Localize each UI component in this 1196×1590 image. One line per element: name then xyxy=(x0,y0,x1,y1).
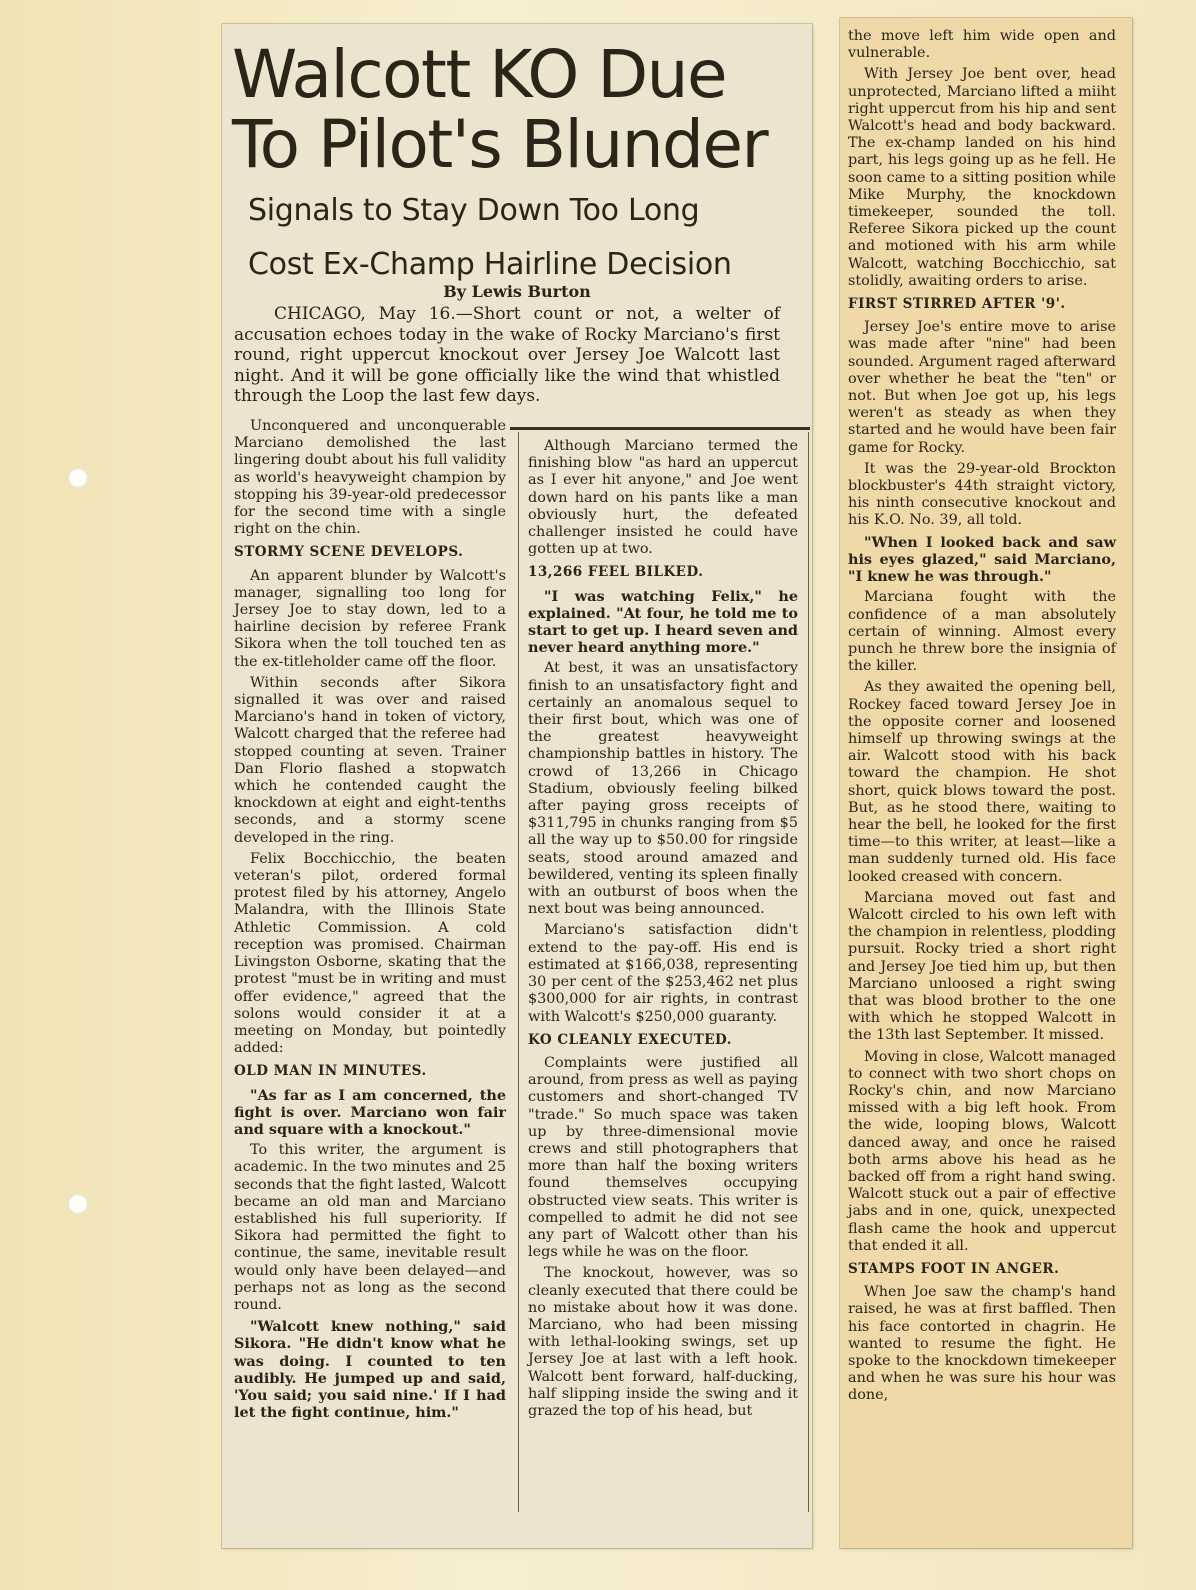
section-heading: STAMPS FOOT IN ANGER. xyxy=(848,1261,1060,1278)
paragraph: As they awaited the opening bell, Rockey faced toward Jersey Joe in the opposite corner and loosened himself up throwing swings at the air. Walcott stood with his back toward the champion. He shot short, quick blows toward the post. But, as he stood there, waiting to hear the bell, he looked for the first time—to this writer, at least—like a man suddenly turned old. His face looked creased with concern. xyxy=(848,679,1116,885)
section-heading: FIRST STIRRED AFTER '9'. xyxy=(848,296,1066,313)
column-divider-1 xyxy=(518,432,519,1512)
paragraph: Felix Bocchicchio, the beaten veteran's pilot, ordered formal protest filed by his attorney, Angelo Malandra, with the Illinois State Athletic Commission. A cold reception was promised. Chairman Livingston Osborne, skating that the protest "must be in writing and must offer evidence," agreed that the solons would consider it at a meeting on Monday, but pointedly added: xyxy=(234,850,506,1057)
paragraph: It was the 29-year-old Brockton blockbuster's 44th straight victory, his ninth consecutive knockout and his K.O. No. 39, all told. xyxy=(848,460,1116,529)
headline-line-1: Walcott KO Due xyxy=(232,36,727,113)
subheadline-line-2: Cost Ex-Champ Hairline Decision xyxy=(248,247,732,282)
section-heading: STORMY SCENE DEVELOPS. xyxy=(234,544,464,561)
lede-text: CHICAGO, May 16.—Short count or not, a welter of accusation echoes today in the wake of Rocky Marciano's first round, right uppercut knockout over Jersey Joe Walcott last night. And it will be gone officially like the wind that whistled through the Loop the last few days. xyxy=(234,304,780,406)
paragraph: When Joe saw the champ's hand raised, he was at first baffled. Then his face contorted in chagrin. He wanted to resume the fight. He spoke to the knockdown timekeeper and when he was sure his hour was done, xyxy=(848,1284,1116,1404)
paragraph: Unconquered and unconquerable Marciano demolished the last lingering doubt about his full validity as world's heavyweight champion by stopping his 39-year-old predecessor for the second time with a single right on the chin. xyxy=(234,418,506,538)
section-heading: KO CLEANLY EXECUTED. xyxy=(528,1031,732,1048)
paragraph: Complaints were justified all around, from press as well as paying customers and short-changed TV "trade." So much space was taken up by three-dimensional movie crews and still photographers that more than half the boxing writers found themselves occupying obstructed view seats. This writer is compelled to admit he did not see any part of Walcott other than his legs while he was on the floor. xyxy=(528,1054,798,1261)
paragraph: Marciano's satisfaction didn't extend to the pay-off. His end is estimated at $166,038, representing 30 per cent of the $253,462 net plus $300,000 for air rights, in contrast with Walcott's $250,000 guaranty. xyxy=(528,922,798,1025)
paragraph: An apparent blunder by Walcott's manager, signalling too long for Jersey Joe to stay down, led to a hairline decision by referee Frank Sikora when the toll touched ten as the ex-titleholder came off the floor. xyxy=(234,567,506,670)
paragraph: Jersey Joe's entire move to arise was made after "nine" had been sounded. Argument raged afterward over whether he beat the "ten" or not. But when Joe got up, his legs weren't as steady as when they started and he would have been fair game for Rocky. xyxy=(848,319,1116,456)
article-column-1 xyxy=(234,418,506,1425)
quote: "As far as I am concerned, the fight is over. Marciano won fair and square with a knockout." xyxy=(234,1086,506,1138)
paragraph: Although Marciano termed the finishing blow "as hard an uppercut as I ever hit anyone," and Joe went down hard on his pants like a man obviously hurt, the defeated challenger insisted he could have gotten up at two. xyxy=(528,438,798,558)
paragraph: At best, it was an unsatisfactory finish to an unsatisfactory fight and certainly an anomalous sequel to their first bout, which was one of the greatest heavyweight championship battles in history. The crowd of 13,266 in Chicago Stadium, obviously feeling bilked after paying gross receipts of $311,795 in chunks ranging from $5 all the way up to $50.00 for ringside seats, stood around amazed and bewildered, venting its spleen finally with an outburst of boos when the next bout was being announced. xyxy=(528,660,798,918)
paragraph: Within seconds after Sikora signalled it was over and raised Marciano's hand in token of victory, Walcott charged that the referee had stopped counting at seven. Trainer Dan Florio flashed a stopwatch which he contended caught the knockdown at eight and eight-tenths seconds, and a stormy scene developed in the ring. xyxy=(234,674,506,846)
quote: "When I looked back and saw his eyes glazed," said Marciano, "I knew he was through." xyxy=(848,533,1116,586)
section-heading: OLD MAN IN MINUTES. xyxy=(234,1063,427,1080)
paragraph: the move left him wide open and vulnerable. xyxy=(848,28,1116,62)
paragraph: With Jersey Joe bent over, head unprotected, Marciano lifted a miiht right uppercut from his hip and sent Walcott's head and body backward. The ex-champ landed on his hind part, his legs going up as he fell. He soon came to a sitting position while Mike Murphy, the knockdown timekeeper, sounded the toll. Referee Sikora picked up the count and motioned with his arm while Walcott, watching Bocchicchio, sat stolidly, awaiting orders to arise. xyxy=(848,66,1116,289)
section-heading: 13,266 FEEL BILKED. xyxy=(528,564,704,581)
column-rule xyxy=(510,427,810,430)
article-column-2 xyxy=(528,438,798,1424)
article-column-3 xyxy=(848,28,1116,1409)
paragraph: The knockout, however, was so cleanly executed that there could be no mistake about how it was done. Marciano, who had been missing with lethal-looking swings, set up Jersey Joe at last with a left hook. Walcott bent forward, half-ducking, half slipping inside the swing and it grazed the top of his head, but xyxy=(528,1265,798,1419)
paragraph: Marciana fought with the confidence of a man absolutely certain of winning. Almost every punch he threw bore the insignia of the killer. xyxy=(848,589,1116,675)
subheadline-line-1: Signals to Stay Down Too Long xyxy=(248,193,700,228)
paragraph: Moving in close, Walcott managed to connect with two short chops on Rocky's chin, and now Marciano missed with a big left hook. From the wide, looping blows, Walcott danced away, and once he raised both arms above his head as he backed off from a right hand swing. Walcott stuck out a pair of effective jabs and in one, quick, unexpected flash came the hook and uppercut that ended it all. xyxy=(848,1048,1116,1254)
punch-hole-top xyxy=(68,468,88,488)
quote: "Walcott knew nothing," said Sikora. "He didn't know what he was doing. I counted to ten audibly. He jumped up and said, 'You said; you said nine.' If I had let the fight continue, him." xyxy=(234,1318,506,1422)
quote: "I was watching Felix," he explained. "At four, he told me to start to get up. I heard seven and never heard anything more." xyxy=(528,587,798,657)
lede-paragraph xyxy=(234,304,780,407)
paragraph: Marciana moved out fast and Walcott circled to his own left with the champion in relentless, plodding pursuit. Rocky tried a short right and Jersey Joe tied him up, but then Marciano unloosed a right swing that was blood brother to the one with which he stopped Walcott in the 13th last September. It missed. xyxy=(848,889,1116,1044)
headline-line-2: To Pilot's Blunder xyxy=(232,106,768,183)
punch-hole-bottom xyxy=(68,1194,88,1214)
byline: By Lewis Burton xyxy=(443,282,591,301)
paragraph: To this writer, the argument is academic. In the two minutes and 25 seconds that the fight lasted, Walcott became an old man and Marciano established his full superiority. If Sikora had permitted the fight to continue, the same, inevitable result would only have been delayed—and perhaps not as long as the second round. xyxy=(234,1142,506,1313)
headline xyxy=(232,36,792,288)
column-divider-2 xyxy=(808,432,809,1512)
